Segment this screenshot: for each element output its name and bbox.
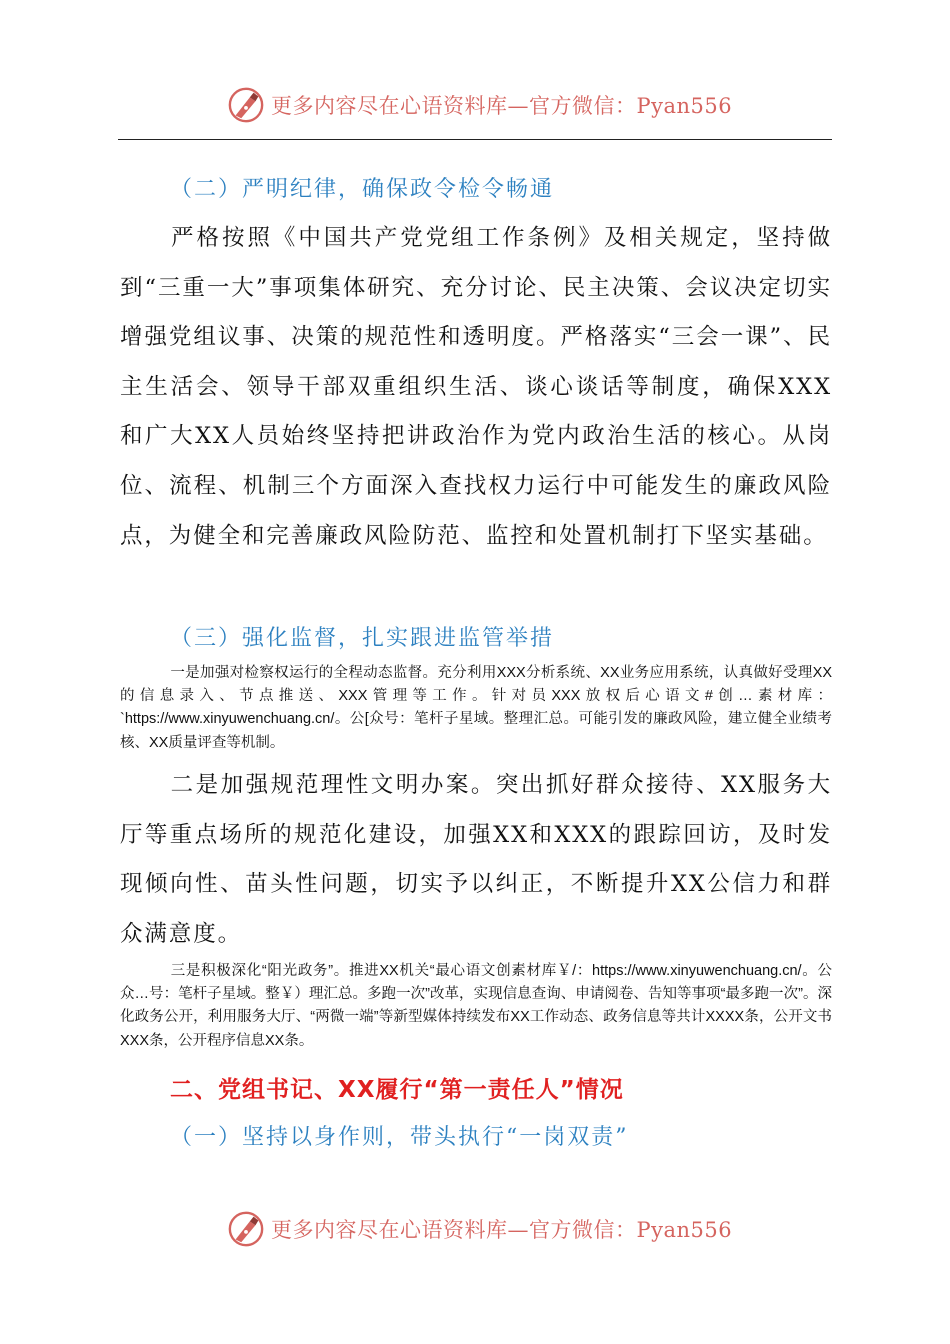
header-banner-text: 更多内容尽在心语资料库—官方微信：Pyan556 — [271, 94, 733, 118]
section-heading-lead-by-example: （一）坚持以身作则，带头执行“一岗双责” — [170, 1125, 629, 1150]
paragraph-supervision-3 — [120, 960, 832, 1053]
section-heading-supervision: （三）强化监督，扎实跟进监管举措 — [170, 626, 555, 651]
paragraph-supervision-3-text: 三是积极深化“阳光政务”。推进XX机关“最心语文创素材库￥/：https://www.xinyuwenchuang.cn/。公众…号：笔杆子星域。整￥）理汇总。多跑一次”改革，实现信息查询、申请阅卷、告知等事项“最多跑一次”。深化政务公开，利用服务大厅、“两微一端”等新型媒体持续发布XX工作动态、政务信息等共计XXXX条，公开文书XXX条，公开程序信息XX条。 — [120, 963, 832, 1049]
paragraph-supervision-2 — [120, 761, 832, 959]
footer-banner — [227, 1206, 732, 1252]
paragraph-supervision-2-text: 二是加强规范理性文明办案。突出抓好群众接待、XX服务大厅等重点场所的规范化建设，加强XX和XXX的跟踪回访，及时发现倾向性、苗头性问题，切实予以纠正，不断提升XX公信力和群众满意度。 — [120, 772, 832, 947]
main-heading-first-responsible: 二、党组书记、XX履行“第一责任人”情况 — [170, 1077, 624, 1103]
pen-nib-circle-logo-icon — [227, 86, 265, 124]
paragraph-discipline — [120, 214, 832, 561]
header-banner — [227, 82, 732, 128]
paragraph-supervision-1-text: 一是加强对检察权运行的全程动态监督。充分利用XXX分析系统、XX业务应用系统，认真做好受理XX的信息录入、节点推送、XXX管理等工作。针对员XXX放权后心语文#创…素材库：`https://www.xinyuwenchuang.cn/。公[众号：笔杆子星域。整理汇总。可能引发的廉政风险，建立健全业绩考核、XX质量评查等机制。 — [120, 665, 832, 751]
paragraph-discipline-text: 严格按照《中国共产党党组工作条例》及相关规定，坚持做到“三重一大”事项集体研究、充分讨论、民主决策、会议决定切实增强党组议事、决策的规范性和透明度。严格落实“三会一课”、民主生活会、领导干部双重组织生活、谈心谈话等制度，确保XXX和广大XX人员始终坚持把讲政治作为党内政治生活的核心。从岗位、流程、机制三个方面深入查找权力运行中可能发生的廉政风险点，为健全和完善廉政风险防范、监控和处置机制打下坚实基础。 — [120, 225, 832, 549]
header-divider — [118, 139, 832, 140]
footer-banner-text: 更多内容尽在心语资料库—官方微信：Pyan556 — [271, 1218, 733, 1242]
pen-nib-circle-logo-icon — [227, 1210, 265, 1248]
paragraph-supervision-1 — [120, 662, 832, 755]
section-heading-discipline: （二）严明纪律，确保政令检令畅通 — [170, 177, 555, 202]
